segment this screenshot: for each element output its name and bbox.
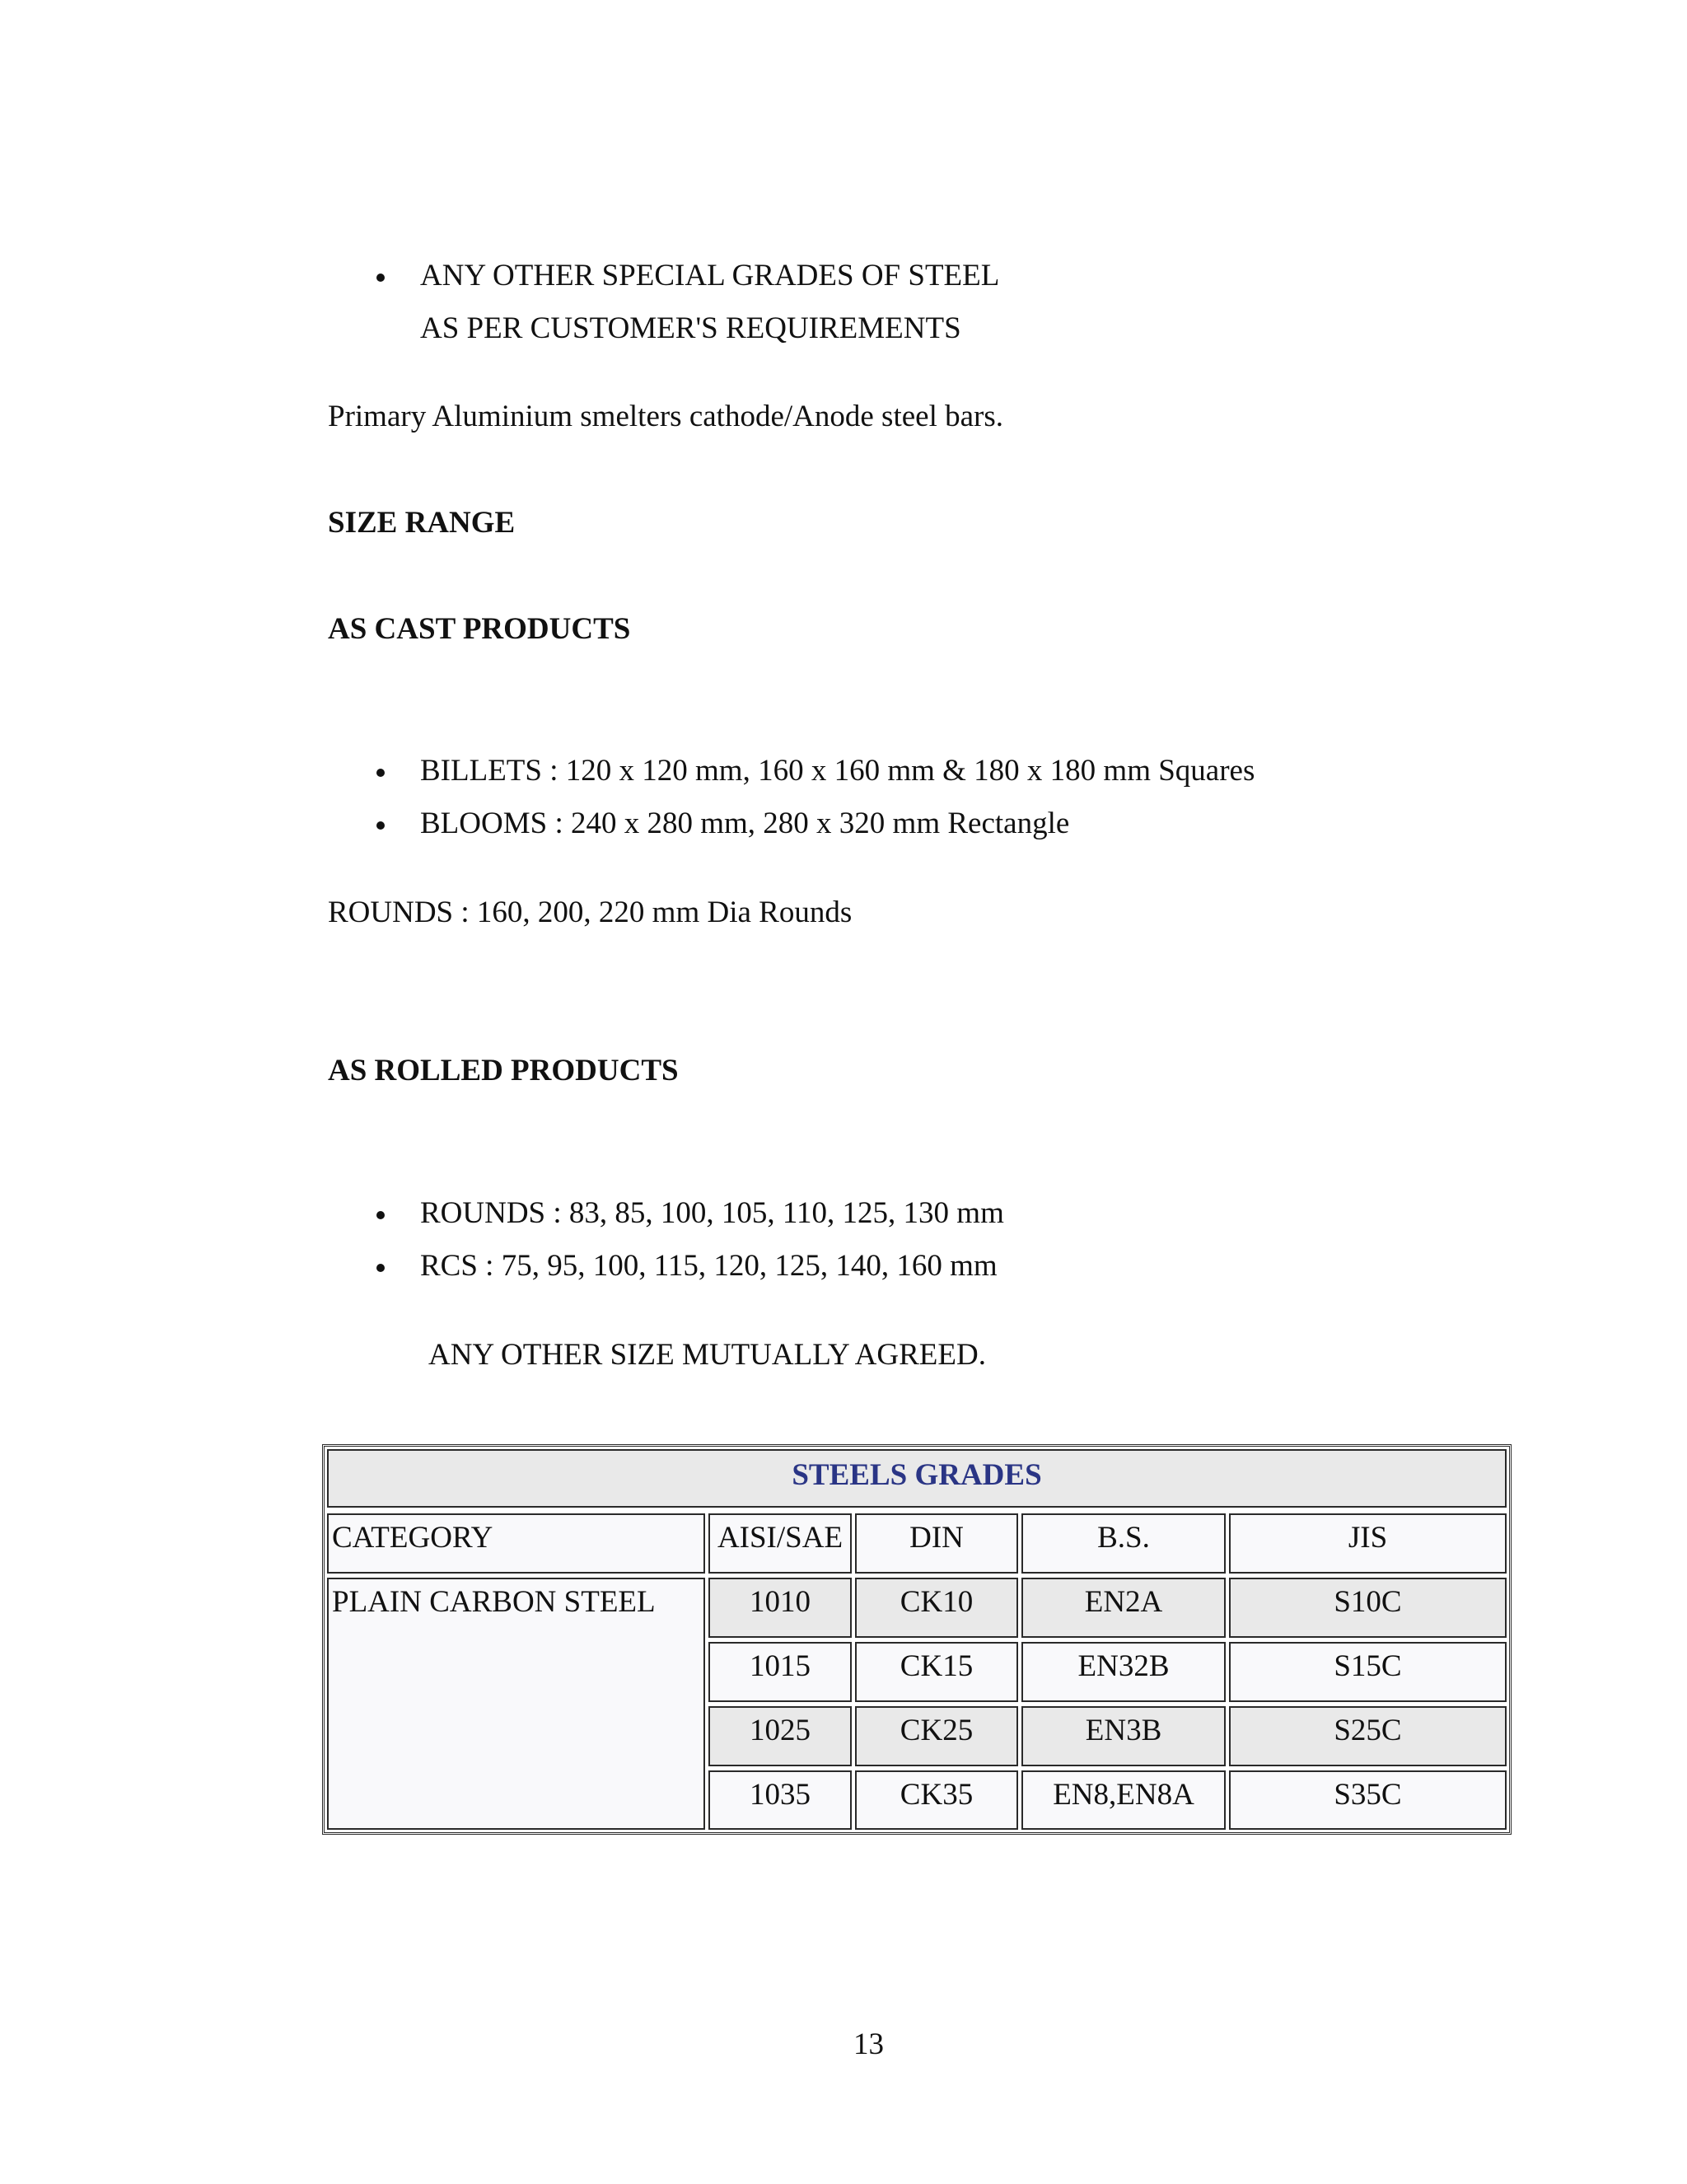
bullet-icon xyxy=(376,274,385,282)
as-cast-rounds: ROUNDS : 160, 200, 220 mm Dia Rounds xyxy=(328,896,853,929)
table-cell: CK15 xyxy=(855,1642,1018,1702)
table-cell: CK10 xyxy=(855,1578,1018,1638)
table-cell: EN8,EN8A xyxy=(1021,1770,1226,1830)
bullet-icon xyxy=(376,1211,385,1219)
as-rolled-heading: AS ROLLED PRODUCTS xyxy=(328,1054,679,1087)
table-cell: EN3B xyxy=(1021,1706,1226,1766)
bullet-icon xyxy=(376,769,385,777)
table-cell: CK35 xyxy=(855,1770,1018,1830)
table-cell: EN32B xyxy=(1021,1642,1226,1702)
table-cell: CK25 xyxy=(855,1706,1018,1766)
category-cell: PLAIN CARBON STEEL xyxy=(327,1578,705,1830)
header-jis: JIS xyxy=(1229,1513,1507,1574)
special-grades-line2: AS PER CUSTOMER'S REQUIREMENTS xyxy=(420,311,961,345)
table-cell: 1025 xyxy=(708,1706,852,1766)
header-din: DIN xyxy=(855,1513,1018,1574)
header-bs: B.S. xyxy=(1021,1513,1226,1574)
page-number: 13 xyxy=(853,2027,884,2061)
other-size-text: ANY OTHER SIZE MUTUALLY AGREED. xyxy=(428,1338,986,1372)
table-cell: S15C xyxy=(1229,1642,1507,1702)
header-aisi-sae: AISI/SAE xyxy=(708,1513,852,1574)
list-item-rolled-rounds: ROUNDS : 83, 85, 100, 105, 110, 125, 130 mm xyxy=(420,1196,1004,1230)
bullet-icon xyxy=(376,1264,385,1272)
list-item-rcs: RCS : 75, 95, 100, 115, 120, 125, 140, 160 mm xyxy=(420,1249,998,1283)
special-grades-line1: ANY OTHER SPECIAL GRADES OF STEEL xyxy=(420,259,1000,292)
list-item-billets: BILLETS : 120 x 120 mm, 160 x 160 mm & 180 x 180 mm Squares xyxy=(420,754,1255,788)
as-cast-heading: AS CAST PRODUCTS xyxy=(328,612,631,646)
table-title: STEELS GRADES xyxy=(327,1449,1507,1508)
table-cell: S10C xyxy=(1229,1578,1507,1638)
table-cell: 1035 xyxy=(708,1770,852,1830)
bullet-icon xyxy=(376,821,385,830)
list-item-blooms: BLOOMS : 240 x 280 mm, 280 x 320 mm Rectangle xyxy=(420,807,1070,840)
header-category: CATEGORY xyxy=(327,1513,705,1574)
table-cell: S35C xyxy=(1229,1770,1507,1830)
table-cell: 1010 xyxy=(708,1578,852,1638)
table-cell: EN2A xyxy=(1021,1578,1226,1638)
table-cell: 1015 xyxy=(708,1642,852,1702)
table-cell: S25C xyxy=(1229,1706,1507,1766)
steel-grades-table xyxy=(322,1444,1512,1835)
size-range-heading: SIZE RANGE xyxy=(328,506,516,540)
primary-aluminium-text: Primary Aluminium smelters cathode/Anode steel bars. xyxy=(328,400,1003,433)
